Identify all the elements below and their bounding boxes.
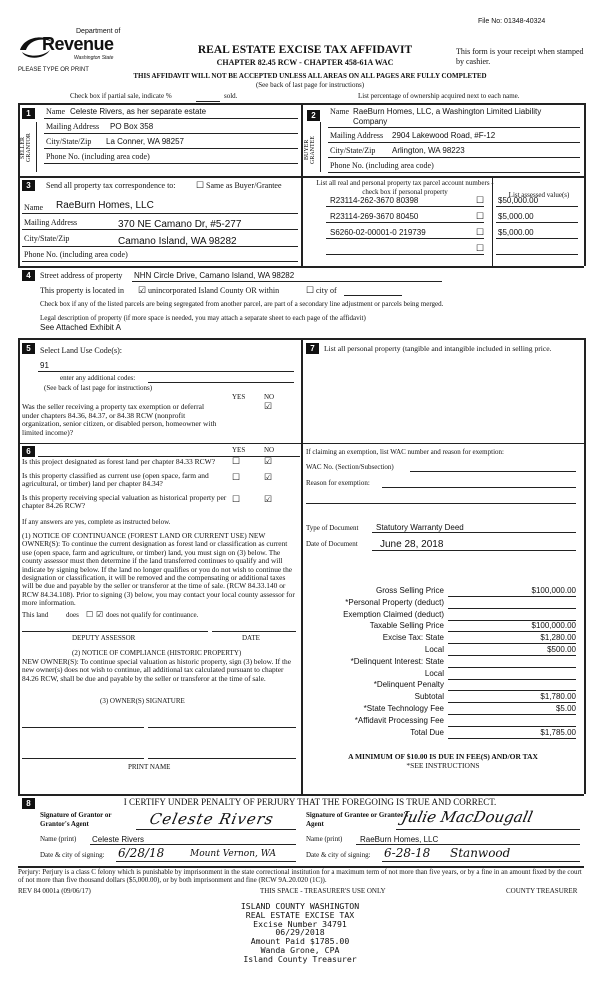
stamp-line: ISLAND COUNTY WASHINGTON <box>240 901 360 911</box>
treasurer-stamp <box>190 902 410 964</box>
segregation-note: Check box if any of the listed parcels are being segregated from another parcel, are part of a secondary line adjustment or parcels being merged. <box>40 300 444 308</box>
assessed-header: List assessed value(s) <box>508 191 570 199</box>
fee-value[interactable]: $100,000.00 <box>531 586 576 595</box>
personal-property-checkbox-icon[interactable]: ☐ <box>476 243 485 253</box>
seller-name[interactable]: Celeste Rivers, as her separate estate <box>70 107 207 116</box>
exemption-label: If claiming an exemption, list WAC number and reason for exemption: <box>306 448 504 456</box>
legal-description[interactable]: See Attached Exhibit A <box>40 323 121 332</box>
sec5-no-checkbox-icon[interactable]: ☑ <box>264 401 273 411</box>
correspondence-city[interactable]: Camano Island, WA 98282 <box>118 236 237 247</box>
fee-label: *State Technology Fee <box>363 704 444 713</box>
fee-label: *Delinquent Interest: State <box>350 657 444 666</box>
fee-value[interactable]: $5.00 <box>555 704 576 713</box>
section-3-badge: 3 <box>22 180 35 191</box>
grantee-sign-city: Stanwood <box>450 846 511 860</box>
unincorporated-checkbox-icon[interactable]: ☑ <box>138 285 147 295</box>
fee-value[interactable]: $1,785.00 <box>540 728 576 737</box>
parcel-header: List all real and personal property tax parcel account numbers - check box if personal property <box>316 179 494 196</box>
perjury-note: Perjury: Perjury is a class C felony which is punishable by imprisonment in the state correctional institution for a maximum term of not more than five years, or by a fine in an amount fixed by the court of not more than five thousand dollars ($5,000.00), or by both imprisonment and fine (RCW 9A.20.020 (1C)). <box>18 868 582 885</box>
historic-question: Is this property receiving special valuation as historical property per chapter 84.26 RCW? <box>22 493 227 510</box>
fee-label: Exemption Claimed (deduct) <box>343 610 444 619</box>
fee-label: *Affidavit Processing Fee <box>354 716 444 725</box>
forest-yes-checkbox-icon[interactable]: ☐ <box>232 456 241 466</box>
parcel-number[interactable]: S6260-02-00001-0 219739 <box>330 228 426 237</box>
historic-no-checkbox-icon[interactable]: ☑ <box>264 494 273 504</box>
buyer-grantee-label: BUYER GRANTEE <box>304 136 316 164</box>
buyer-name[interactable]: RaeBurn Homes, LLC, a Washington Limited Liability <box>353 107 542 116</box>
fee-label: Total Due <box>410 728 444 737</box>
personal-property-checkbox-icon[interactable]: ☐ <box>476 227 485 237</box>
section-6-badge: 6 <box>22 446 35 457</box>
current-use-yes-checkbox-icon[interactable]: ☐ <box>232 472 241 482</box>
section-8-badge: 8 <box>22 798 35 809</box>
legal-desc-label: Legal description of property (if more space is needed, you may attach a separate sheet to each page of the affidavit) <box>40 314 366 322</box>
stamp-line: Amount Paid $1785.00 <box>250 936 350 947</box>
exemption-question: Was the seller receiving a property tax exemption or deferral under chapters 84.36, 84.37, or 84.38 RCW (nonprofit organization, senior citizen, or disabled person, homeowner with limited income)? <box>22 402 217 437</box>
county-treasurer: COUNTY TREASURER <box>506 887 578 895</box>
grantee-sign-date: 6-28-18 <box>384 846 431 860</box>
does-not-checkbox-icon[interactable]: ☑ <box>96 610 104 619</box>
grantor-sign-date: 6/28/18 <box>118 846 165 860</box>
fee-label: *Delinquent Penalty <box>373 680 444 689</box>
forest-no-checkbox-icon[interactable]: ☑ <box>264 456 273 466</box>
personal-property-label: List all personal property (tangible and intangible included in selling price. <box>324 344 552 353</box>
grantee-signature: Julie MacDougall <box>400 808 535 826</box>
certify-statement: I CERTIFY UNDER PENALTY OF PERJURY THAT THE FOREGOING IS TRUE AND CORRECT. <box>123 797 497 807</box>
file-number: File No: 01348-40324 <box>478 18 546 25</box>
section-4-badge: 4 <box>22 270 35 281</box>
section-2-badge: 2 <box>307 110 320 121</box>
fee-label: Excise Tax: State <box>382 633 444 642</box>
parcel-number[interactable]: R23114-269-3670 80450 <box>330 212 419 221</box>
assessed-value[interactable]: $5,000.00 <box>498 212 534 221</box>
buyer-mailing-address[interactable]: 2904 Lakewood Road, #F-12 <box>392 131 496 140</box>
section-5-badge: 5 <box>22 343 35 354</box>
fee-value[interactable]: $1,280.00 <box>540 633 576 642</box>
fee-value[interactable]: $500.00 <box>547 645 576 654</box>
fee-label: *Personal Property (deduct) <box>345 598 444 607</box>
city-checkbox-icon[interactable]: ☐ <box>306 285 315 295</box>
historic-yes-checkbox-icon[interactable]: ☐ <box>232 494 241 504</box>
section-1-badge: 1 <box>22 108 35 119</box>
partial-sale-label: Check box if partial sale, indicate % <box>70 92 172 100</box>
rev-number: REV 84 0001a (09/06/17) <box>18 887 91 895</box>
form-subtitle: CHAPTER 82.45 RCW - CHAPTER 458-61A WAC <box>216 58 394 67</box>
grantor-print-name[interactable]: Celeste Rivers <box>92 835 145 844</box>
grantor-sign-city: Mount Vernon, WA <box>190 849 277 859</box>
personal-property-checkbox-icon[interactable]: ☐ <box>476 211 485 221</box>
notice-compliance-title: (2) NOTICE OF COMPLIANCE (HISTORIC PROPERTY) <box>72 649 242 657</box>
fee-value[interactable]: $1,780.00 <box>540 692 576 701</box>
correspondence-mail[interactable]: 370 NE Camano Dr, #5-277 <box>118 219 242 230</box>
stamp-line: 06/29/2018 <box>275 927 325 938</box>
please-type: PLEASE TYPE OR PRINT <box>18 67 89 73</box>
see-back-note: (See back of last page for instructions) <box>255 81 365 89</box>
notice-compliance: NEW OWNER(S): To continue special valuation as historic property, sign (3) below. If the new owner(s) does not wish to continue, all additional tax calculated pursuant to chapter 84.26 RCW, shall be due and payable by the seller or transferor at the time of sale. <box>22 657 291 683</box>
assessed-value[interactable]: $5,000.00 <box>498 228 534 237</box>
dor-logo: Department of Revenue Washington State <box>16 28 126 66</box>
fee-label: Taxable Selling Price <box>369 621 444 630</box>
receipt-note: This form is your receipt when stamped by cashier. <box>456 47 584 66</box>
warning: THIS AFFIDAVIT WILL NOT BE ACCEPTED UNLESS ALL AREAS ON ALL PAGES ARE FULLY COMPLETED <box>133 72 487 80</box>
form-title: REAL ESTATE EXCISE TAX AFFIDAVIT <box>197 44 413 56</box>
fee-label: Local <box>424 645 444 654</box>
land-use-code[interactable]: 91 <box>40 361 49 370</box>
fee-value[interactable]: $100,000.00 <box>531 621 576 630</box>
fee-label: Subtotal <box>414 692 444 701</box>
minimum-note: A MINIMUM OF $10.00 IS DUE IN FEE(S) AND/OR TAX <box>348 752 538 761</box>
assessed-value[interactable]: $50,000.00 <box>498 196 539 205</box>
grantee-print-name[interactable]: RaeBurn Homes, LLC <box>360 835 439 844</box>
same-as-buyer-checkbox-icon[interactable]: ☐ <box>196 180 205 190</box>
forest-land-question: Is this project designated as forest land per chapter 84.33 RCW? <box>22 457 216 466</box>
fee-label: Gross Selling Price <box>375 586 444 595</box>
document-date[interactable]: June 28, 2018 <box>380 539 444 550</box>
stamp-line: Island County Treasurer <box>243 953 357 964</box>
section-7-badge: 7 <box>306 343 319 354</box>
stamp-line: Wanda Grone, CPA <box>260 944 340 955</box>
does-checkbox-icon[interactable]: ☐ <box>86 610 94 619</box>
ownership-note: List percentage of ownership acquired next to each name. <box>358 92 520 100</box>
stamp-line: Excise Number 34791 <box>253 918 347 929</box>
property-street-address[interactable]: NHN Circle Drive, Camano Island, WA 98282 <box>134 271 295 280</box>
seller-mailing-address[interactable]: PO Box 358 <box>110 122 154 131</box>
notice-continuance: (1) NOTICE OF CONTINUANCE (FOREST LAND OR CURRENT USE) NEW OWNER(S): To continue the current designation as forest land or classification as current use (open space, farm and agriculture, or timber) land, you must sign on (3) below. The county assessor must then determine if the land transferred continues to qualify and will indicate by signing below. If the land no longer qualifies or you do not wish to continue the designation or classification, it will be removed and the compensating or additional taxes will be due and payable by the seller or transferor at the time of sale. (RCW 84.33.140 or RCW 84.34.108). Prior to signing (3) below, you may contact your local county assessor for more information. <box>22 531 295 608</box>
seller-grantor-label: SELLER GRANTOR <box>20 133 32 163</box>
correspondence-name[interactable]: RaeBurn Homes, LLC <box>56 200 154 211</box>
personal-property-checkbox-icon[interactable]: ☐ <box>476 195 485 205</box>
grantor-signature: Celeste Rivers <box>148 810 276 828</box>
see-instructions: *SEE INSTRUCTIONS <box>406 761 480 770</box>
parcel-number[interactable]: R23114-262-3670 80398 <box>330 196 419 205</box>
current-use-no-checkbox-icon[interactable]: ☑ <box>264 472 273 482</box>
seller-city-state-zip[interactable]: La Conner, WA 98257 <box>106 137 184 146</box>
stamp-line: REAL ESTATE EXCISE TAX <box>245 909 355 920</box>
document-type[interactable]: Statutory Warranty Deed <box>376 523 464 532</box>
buyer-name-line2[interactable]: Company <box>353 117 388 126</box>
buyer-city-state-zip[interactable]: Arlington, WA 98223 <box>392 146 465 155</box>
current-use-question: Is this property classified as current use (open space, farm and agricultural, or timber) land per chapter 84.34? <box>22 471 209 488</box>
fee-label: Local <box>424 669 444 678</box>
treasurer-use-only: THIS SPACE - TREASURER'S USE ONLY <box>260 887 386 895</box>
